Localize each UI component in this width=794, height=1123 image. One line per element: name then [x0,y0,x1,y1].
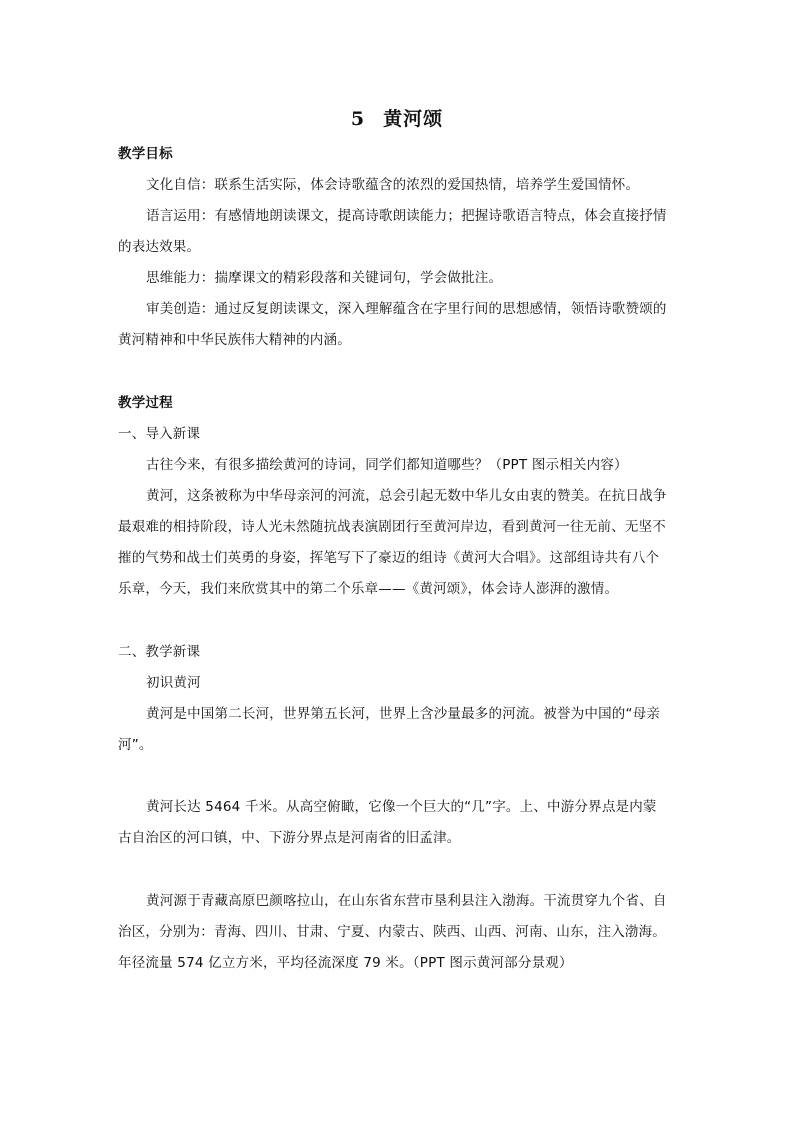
lesson-title [0,104,794,131]
lesson-number: 5 [350,108,366,130]
part1-paragraph2-line4: 乐章，今天，我们来欣赏其中的第二个乐章——《黄河颂》，体会诗人澎湃的激情。 [118,581,619,597]
goal-aesthetic-line2: 黄河精神和中华民族伟大精神的内涵。 [118,332,351,348]
part1-paragraph2-line1: 黄河，这条被称为中华母亲河的河流，总会引起无数中华儿女由衷的赞美。在抗日战争 [146,488,667,504]
goal-language-line1: 语言运用：有感情地朗读课文，提高诗歌朗读能力；把握诗歌语言特点，体会直接抒情 [146,208,667,224]
part2-paragraph3-line3: 年径流量 574 亿立方米，平均径流深度 79 米。（PPT 图示黄河部分景观） [118,955,573,971]
part2-paragraph1-line1: 黄河是中国第二长河，世界第五长河，世界上含沙量最多的河流。被誉为中国的“母亲 [146,706,661,722]
part1-paragraph1: 古往今来，有很多描绘黄河的诗词，同学们都知道哪些？（PPT 图示相关内容） [146,457,628,473]
part2-paragraph2-line1: 黄河长达 5464 千米。从高空俯瞰，它像一个巨大的“几”字。上、中游分界点是内蒙 [146,799,657,815]
lesson-title-text: 黄河颂 [383,108,444,130]
part1-paragraph2-line3: 摧的气势和战士们英勇的身姿，挥笔写下了豪迈的组诗《黄河大合唱》。这部组诗共有八个 [118,550,660,566]
part2-paragraph1-line2: 河”。 [118,737,153,753]
part2-paragraph3-line2: 治区，分别为：青海、四川、甘肃、宁夏、内蒙古、陕西、山西、河南、山东，注入渤海。 [118,924,666,940]
part2-subheading: 初识黄河 [146,675,201,691]
part2-paragraph2-line2: 古自治区的河口镇，中、下游分界点是河南省的旧孟津。 [118,830,461,846]
part2-heading: 二、教学新课 [118,644,201,660]
part1-paragraph2-line2: 最艰难的相持阶段，诗人光未然随抗战表演剧团行至黄河岸边，看到黄河一往无前、无坚不 [118,519,666,535]
process-heading: 教学过程 [118,395,173,411]
goal-thinking: 思维能力：揣摩课文的精彩段落和关键词句，学会做批注。 [146,270,503,286]
goals-heading: 教学目标 [118,146,173,162]
goal-language-line2: 的表达效果。 [118,239,201,255]
part2-paragraph3-line1: 黄河源于青藏高原巴颜喀拉山，在山东省东营市垦利县注入渤海。干流贯穿九个省、自 [146,893,667,909]
goal-culture: 文化自信：联系生活实际，体会诗歌蕴含的浓烈的爱国热情，培养学生爱国情怀。 [146,177,640,193]
part1-heading: 一、导入新课 [118,426,201,442]
goal-aesthetic-line1: 审美创造：通过反复朗读课文，深入理解蕴含在字里行间的思想感情，领悟诗歌赞颂的 [146,301,667,317]
